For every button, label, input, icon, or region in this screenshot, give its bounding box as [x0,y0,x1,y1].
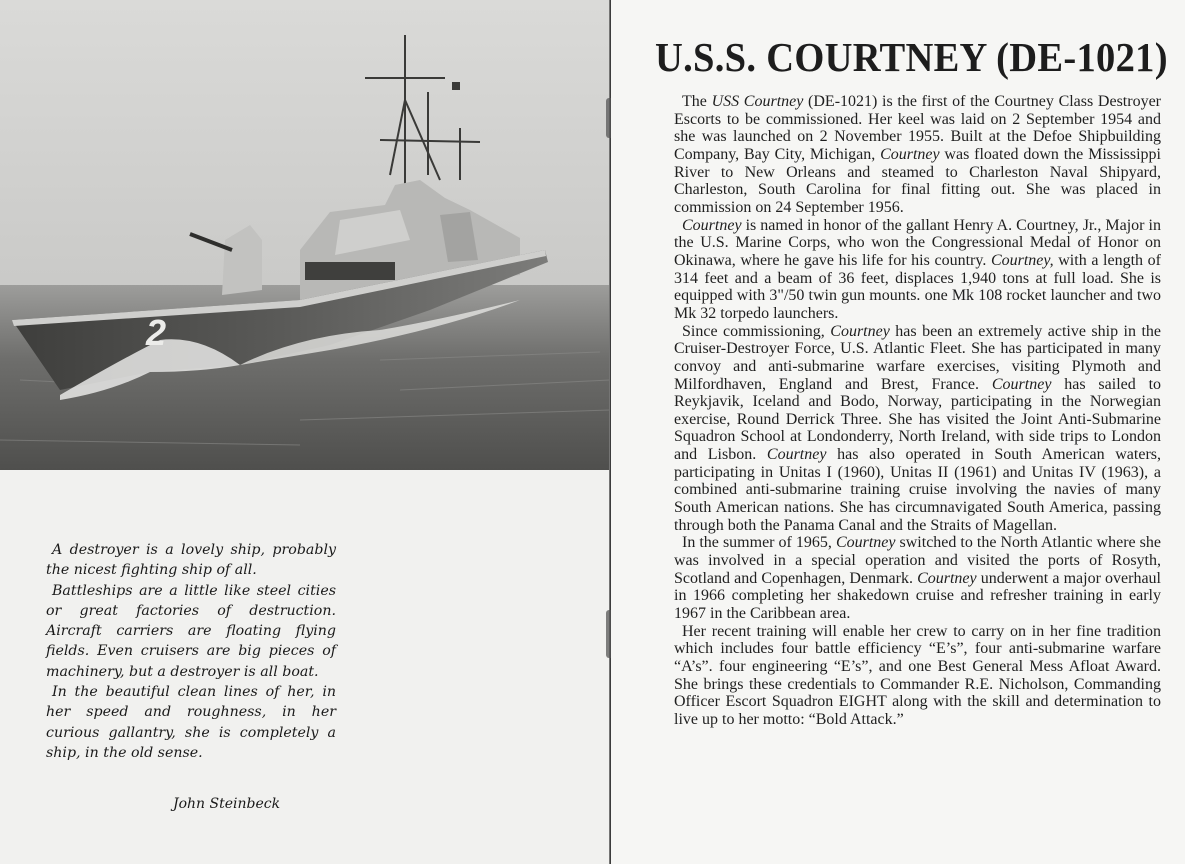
ship-name-italic: Courtney [830,322,890,340]
ship-name-italic: USS Courtney [711,93,804,110]
ship-name-italic: Courtney [835,534,896,552]
quote-paragraph: A destroyer is a lovely ship, probably the nicest fighting ship of all. [46,542,336,579]
destroyer-ship-illustration [0,0,610,470]
quote-paragraph: In the beautiful clean lines of her, in her speed and roughness, in her curious gallantry, she is completely a ship, in the old sense. [46,684,336,761]
page-title: U.S.S. COURTNEY (DE-1021) [655,34,1168,80]
quote-attribution: John Steinbeck [173,796,281,812]
ship-name-italic: Courtney [880,145,940,163]
ship-name-italic: Courtney [917,569,977,587]
ship-name-italic: Courtney [766,446,827,464]
history-paragraph: Since commissioning, Courtney has been an extremely active ship in the Cruiser-Destroyer Force, U.S. Atlantic Fleet. She has participated in many convoy and anti-submarine warfare exercises, visiting Plymoth and Milfordhaven, England and Brest, France. Courtney has sailed to Reykjavik, Iceland and Bodo, Norway, participating in the Norwegian exercise, Round Derrick Three. She has visited the Joint Anti-Submarine Squadron School at Londonderry, North Ireland, with side trips to London and Lisbon. Courtney has also operated in South American waters, participating in Unitas I (1960), Unitas II (1961) and Unitas IV (1963), a combined anti-submarine training cruise involving the navies of many South American nations. She has circumnavigated South America, passing through both the Panama Canal and the Straits of Magellan. [674,322,1162,534]
history-paragraph: Her recent training will enable her crew to carry on in her fine tradition which includes four battle efficiency “E’s”, four anti-submarine warfare “A’s”. four engineering “E’s”, and one Best General Mess Afloat Award. She brings these credentials to Commander R.E. Nicholson, Commanding Officer Escort Squadron EIGHT along with the skill and determination to live up to her motto: “Bold Attack.” [674,622,1161,728]
ship-name-italic: Courtney, [990,251,1054,269]
hull-number: 2 [146,312,167,353]
history-paragraph: The USS Courtney (DE-1021) is the first of the Courtney Class Destroyer Escorts to be commissioned. Her keel was laid on 2 September 1954 and she was launched on 2 November 1955. Built at the Defoe Shipbuilding Company, Bay City, Michigan, Courtney was floated down the Mississippi River to New Orleans and steamed to Charleston Naval Shipyard, Charleston, South Carolina for final fitting out. She was placed in commission on 24 September 1956. [674,93,1162,216]
ship-history-text [674,93,1161,729]
history-paragraph: Courtney is named in honor of the gallant Henry A. Courtney, Jr., Major in the U.S. Marine Corps, who won the Congressional Medal of Honor on Okinawa, where he gave his life for his country. Courtney, with a length of 314 feet and a beam of 36 feet, displaces 1,940 tons at full load. She is equipped with 3"/50 twin gun mounts. one Mk 108 rocket launcher and two Mk 32 torpedo launchers. [674,216,1161,322]
ship-name-italic: Courtney [991,375,1052,393]
steinbeck-quote [46,540,336,763]
ship-photo [0,0,610,470]
history-paragraph: In the summer of 1965, Courtney switched to the North Atlantic where she was involved in a special operation and visited the ports of Rosyth, Scotland and Copenhagen, Denmark. Courtney underwent a major overhaul in 1966 completing her shakedown cruise and refresher training in early 1967 in the Caribbean area. [674,534,1162,623]
quote-paragraph: Battleships are a little like steel cities or great factories of destruction. Aircraft carriers are floating flying fields. Even cruisers are big pieces of machinery, but a destroyer is all boat. [46,582,336,680]
ship-name-italic: Courtney [682,216,742,234]
